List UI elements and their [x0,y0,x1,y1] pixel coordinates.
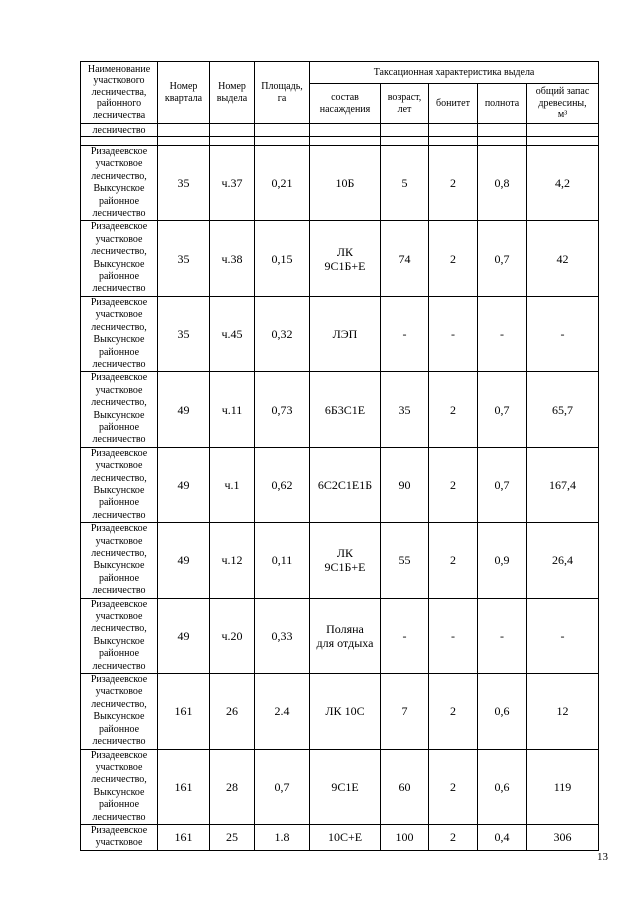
quarter-cell: 35 [158,146,210,221]
composition-cell: ЛК 10С [310,674,381,749]
forest-taxation-table [80,61,599,851]
name-cell: Ризадеевское участковое лесничество, Выксунское районное лесничество [81,372,158,447]
table-row [81,598,599,673]
stock-cell: 12 [527,674,599,749]
header-name: Наименование участкового лесничества, районного лесничества [81,62,158,124]
stock-cell: - [527,598,599,673]
composition-cell: 10С+Е [310,824,381,850]
bonitet-cell: 2 [429,372,478,447]
table-row [81,447,599,522]
age-cell: 74 [381,221,429,296]
plot-cell: ч.1 [210,447,255,522]
density-cell: 0,6 [478,749,527,824]
plot-cell: 26 [210,674,255,749]
plot-cell: ч.37 [210,146,255,221]
header-density: полнота [478,84,527,124]
table-row [81,221,599,296]
bonitet-cell: - [429,296,478,371]
area-cell: 0,7 [255,749,310,824]
composition-cell: 6С2С1Е1Б [310,447,381,522]
header-stock: общий запас древесины, м³ [527,84,599,124]
header-taxation: Таксационная характеристика выдела [310,62,599,84]
quarter-cell: 35 [158,296,210,371]
density-cell: 0,7 [478,221,527,296]
density-cell: 0,4 [478,824,527,850]
page-number: 13 [597,851,608,863]
plot-cell: ч.38 [210,221,255,296]
name-cell: Ризадеевское участковое лесничество, Выксунское районное лесничество [81,523,158,598]
quarter-cell: 49 [158,598,210,673]
table-row [81,296,599,371]
name-cell: Ризадеевское участковое лесничество, Выксунское районное лесничество [81,447,158,522]
area-cell: 0,21 [255,146,310,221]
name-cell: Ризадеевское участковое [81,824,158,850]
stock-cell: 167,4 [527,447,599,522]
header-plot: Номер выдела [210,62,255,124]
stock-cell: - [527,296,599,371]
area-cell: 2.4 [255,674,310,749]
plot-cell: ч.45 [210,296,255,371]
bonitet-cell: 2 [429,221,478,296]
blank-row [81,137,599,146]
plot-cell: 25 [210,824,255,850]
quarter-cell: 49 [158,372,210,447]
age-cell: 7 [381,674,429,749]
header-age: возраст, лет [381,84,429,124]
density-cell: 0,7 [478,372,527,447]
composition-cell: ЛК 9С1Б+Е [310,221,381,296]
bonitet-cell: - [429,598,478,673]
header-row-top [81,62,599,84]
name-cell: Ризадеевское участковое лесничество, Выксунское районное лесничество [81,296,158,371]
name-cell: Ризадеевское участковое лесничество, Выксунское районное лесничество [81,598,158,673]
name-cell: Ризадеевское участковое лесничество, Выксунское районное лесничество [81,146,158,221]
bonitet-cell: 2 [429,447,478,522]
density-cell: 0,6 [478,674,527,749]
area-cell: 0,33 [255,598,310,673]
area-cell: 0,11 [255,523,310,598]
quarter-cell: 35 [158,221,210,296]
plot-cell: 28 [210,749,255,824]
age-cell: 5 [381,146,429,221]
area-cell: 1.8 [255,824,310,850]
bonitet-cell: 2 [429,674,478,749]
density-cell: - [478,296,527,371]
stock-cell: 4,2 [527,146,599,221]
composition-cell: Поляна для отдыха [310,598,381,673]
table-row [81,146,599,221]
quarter-cell: 49 [158,523,210,598]
age-cell: 55 [381,523,429,598]
table-row [81,824,599,850]
composition-cell: ЛК 9С1Б+Е [310,523,381,598]
plot-cell: ч.12 [210,523,255,598]
bonitet-cell: 2 [429,749,478,824]
continuation-row [81,124,599,137]
composition-cell: 6Б3С1Е [310,372,381,447]
age-cell: 90 [381,447,429,522]
age-cell: 100 [381,824,429,850]
header-composition: состав насаждения [310,84,381,124]
quarter-cell: 161 [158,674,210,749]
area-cell: 0,62 [255,447,310,522]
composition-cell: 10Б [310,146,381,221]
density-cell: 0,7 [478,447,527,522]
age-cell: - [381,598,429,673]
quarter-cell: 161 [158,749,210,824]
composition-cell: ЛЭП [310,296,381,371]
stock-cell: 306 [527,824,599,850]
bonitet-cell: 2 [429,824,478,850]
stock-cell: 65,7 [527,372,599,447]
plot-cell: ч.11 [210,372,255,447]
age-cell: 60 [381,749,429,824]
area-cell: 0,32 [255,296,310,371]
age-cell: 35 [381,372,429,447]
continuation-cell: лесничество [81,124,158,137]
table-row [81,674,599,749]
table-row [81,523,599,598]
name-cell: Ризадеевское участковое лесничество, Выксунское районное лесничество [81,749,158,824]
bonitet-cell: 2 [429,146,478,221]
quarter-cell: 49 [158,447,210,522]
name-cell: Ризадеевское участковое лесничество, Выксунское районное лесничество [81,674,158,749]
quarter-cell: 161 [158,824,210,850]
header-bonitet: бонитет [429,84,478,124]
table-row [81,749,599,824]
header-quarter: Номер квартала [158,62,210,124]
stock-cell: 42 [527,221,599,296]
stock-cell: 26,4 [527,523,599,598]
stock-cell: 119 [527,749,599,824]
area-cell: 0,15 [255,221,310,296]
table-row [81,372,599,447]
area-cell: 0,73 [255,372,310,447]
composition-cell: 9С1Е [310,749,381,824]
bonitet-cell: 2 [429,523,478,598]
plot-cell: ч.20 [210,598,255,673]
density-cell: - [478,598,527,673]
age-cell: - [381,296,429,371]
density-cell: 0,8 [478,146,527,221]
header-area: Площадь, га [255,62,310,124]
name-cell: Ризадеевское участковое лесничество, Выксунское районное лесничество [81,221,158,296]
density-cell: 0,9 [478,523,527,598]
